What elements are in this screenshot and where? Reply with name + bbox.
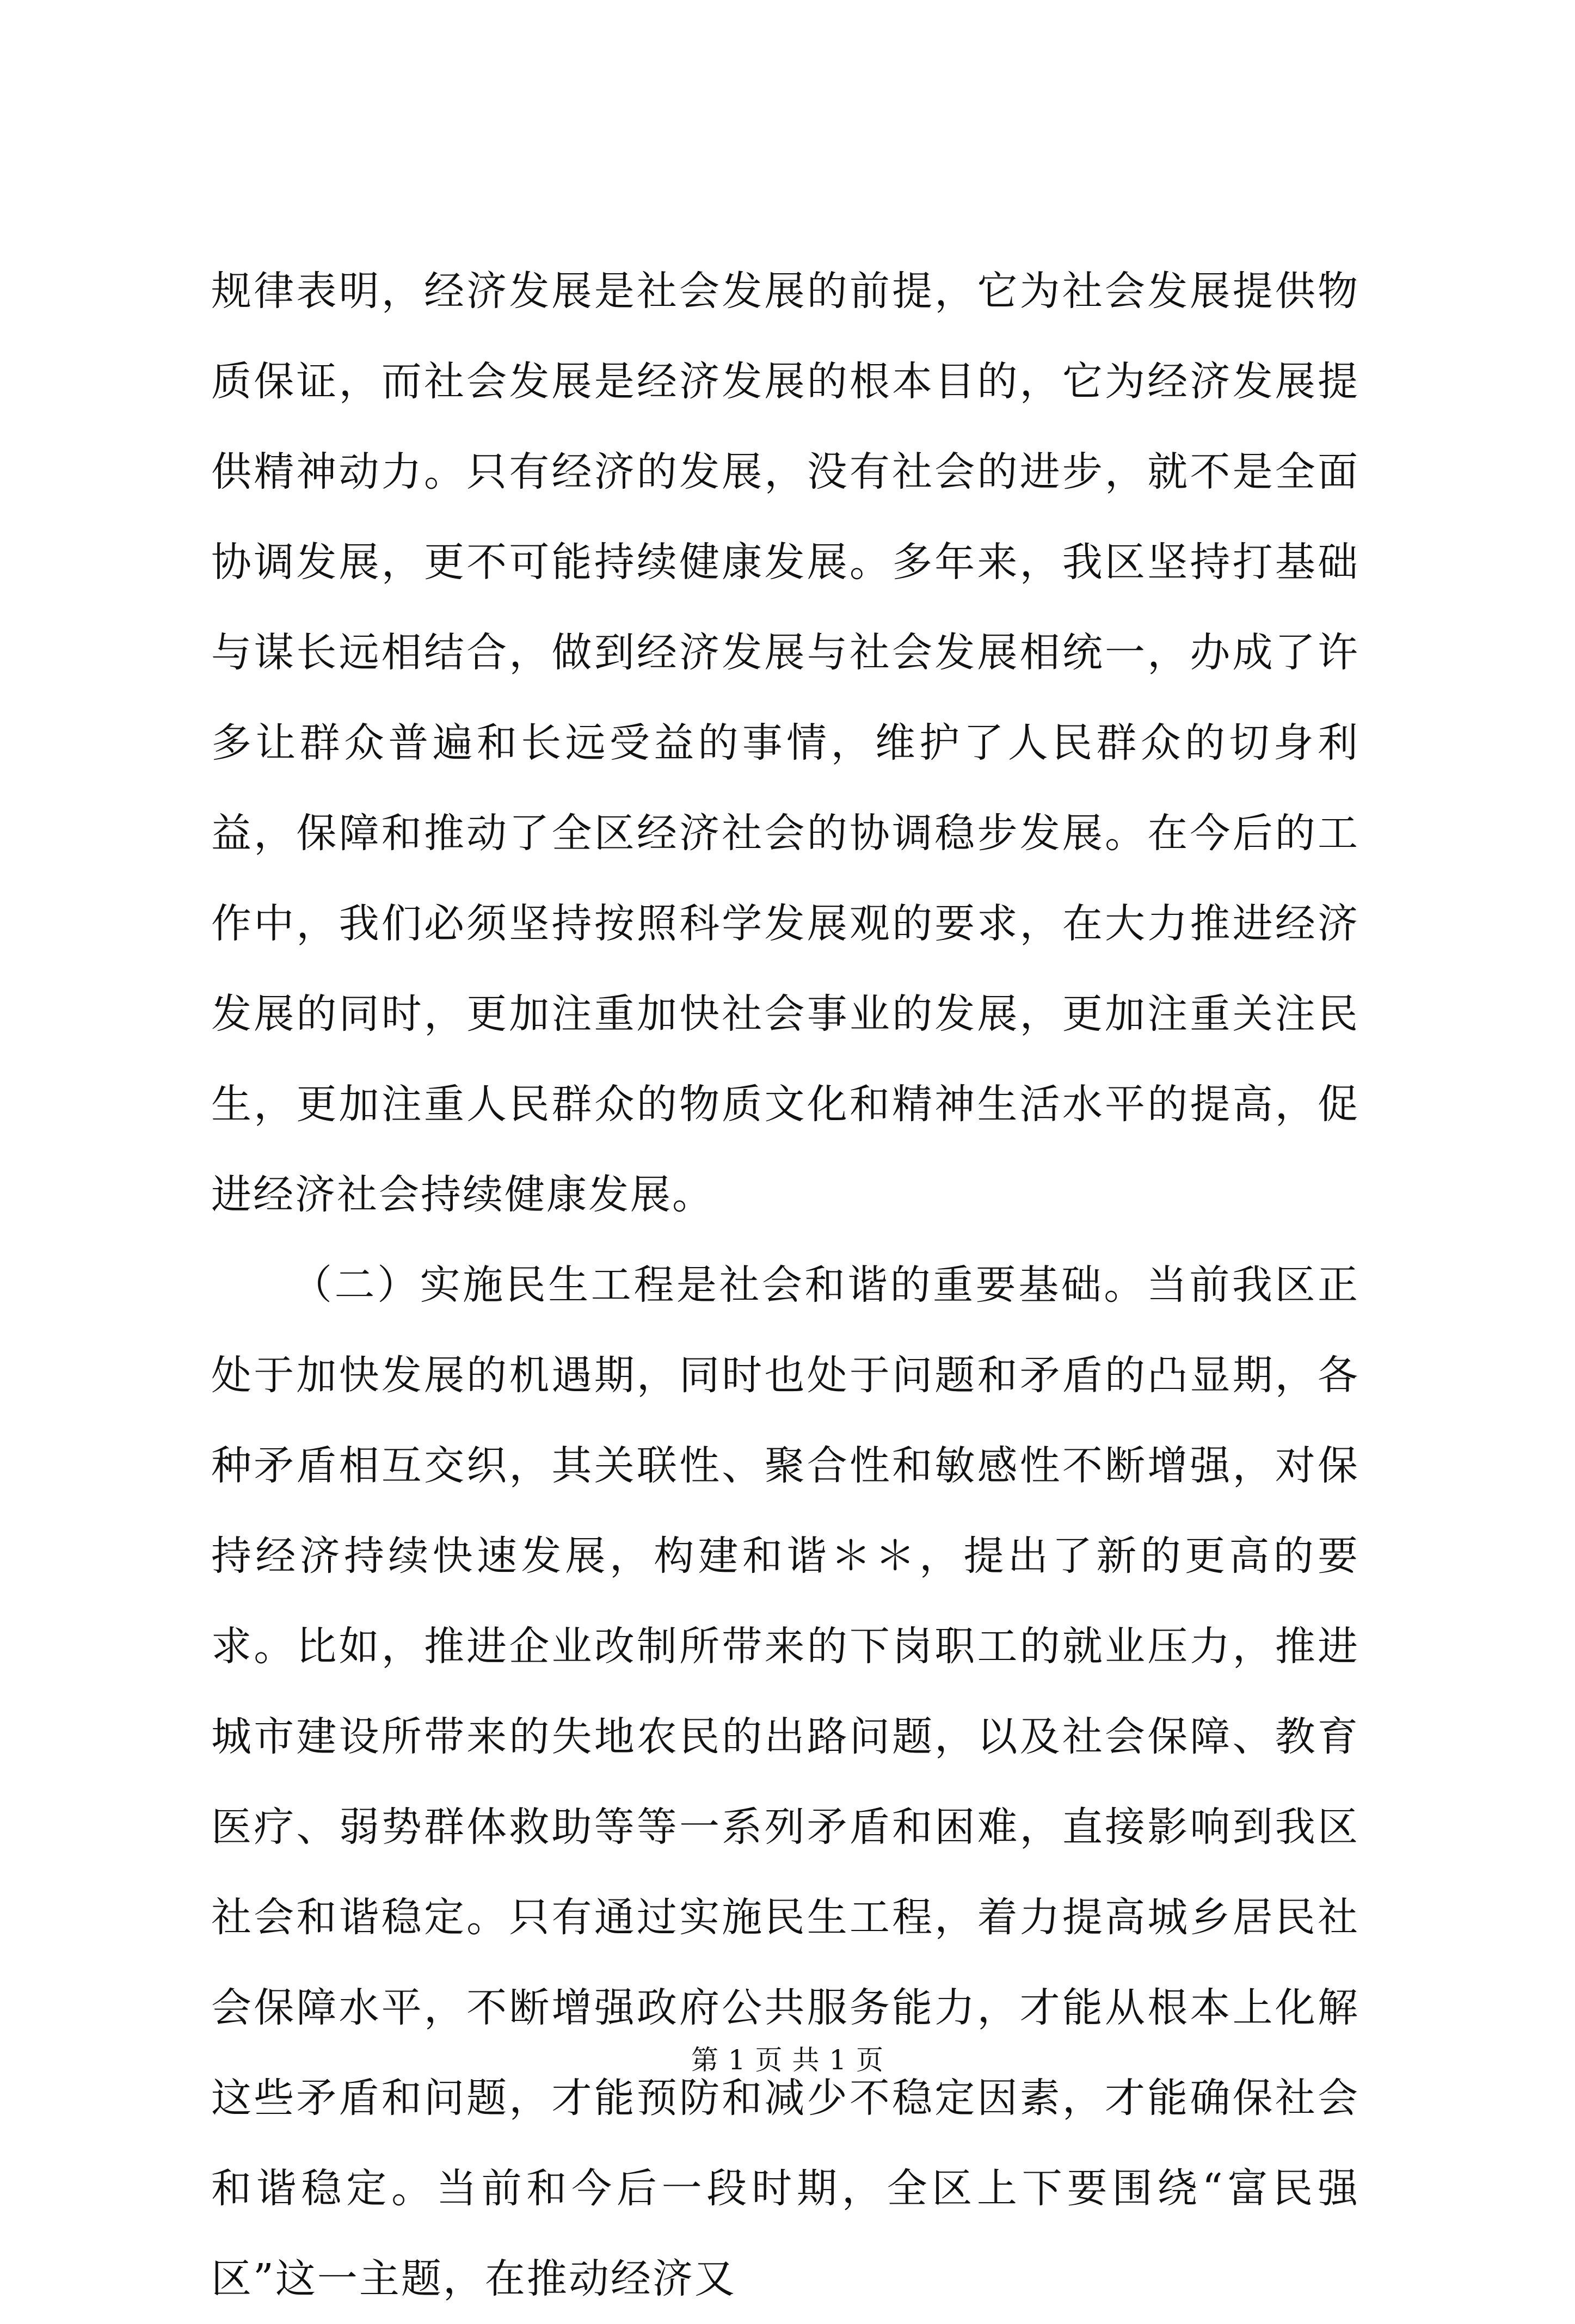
document-body <box>211 246 1359 2324</box>
page-footer: 第 1 页 共 1 页 <box>691 2044 884 2076</box>
paragraph-1: 规律表明，经济发展是社会发展的前提，它为社会发展提供物质保证，而社会发展是经济发展的根本目的，它为经济发展提供精神动力。只有经济的发展，没有社会的进步，就不是全面协调发展，更不可能持续健康发展。多年来，我区坚持打基础与谋长远相结合，做到经济发展与社会发展相统一，办成了许多让群众普遍和长远受益的事情，维护了人民群众的切身利益，保障和推动了全区经济社会的协调稳步发展。在今后的工作中，我们必须坚持按照科学发展观的要求，在大力推进经济发展的同时，更加注重加快社会事业的发展，更加注重关注民生，更加注重人民群众的物质文化和精神生活水平的提高，促进经济社会持续健康发展。 <box>211 268 1359 1218</box>
paragraph-2: （二）实施民生工程是社会和谐的重要基础。当前我区正处于加快发展的机遇期，同时也处于问题和矛盾的凸显期，各种矛盾相互交织，其关联性、聚合性和敏感性不断增强，对保持经济持续快速发展，构建和谐＊＊，提出了新的更高的要求。比如，推进企业改制所带来的下岗职工的就业压力，推进城市建设所带来的失地农民的出路问题，以及社会保障、教育医疗、弱势群体救助等等一系列矛盾和困难，直接影响到我区社会和谐稳定。只有通过实施民生工程，着力提高城乡居民社会保障水平，不断增强政府公共服务能力，才能从根本上化解这些矛盾和问题，才能预防和减少不稳定因素，才能确保社会和谐稳定。当前和今后一段时期，全区上下要围绕“富民强区”这一主题，在推动经济又 <box>211 1262 1359 2302</box>
